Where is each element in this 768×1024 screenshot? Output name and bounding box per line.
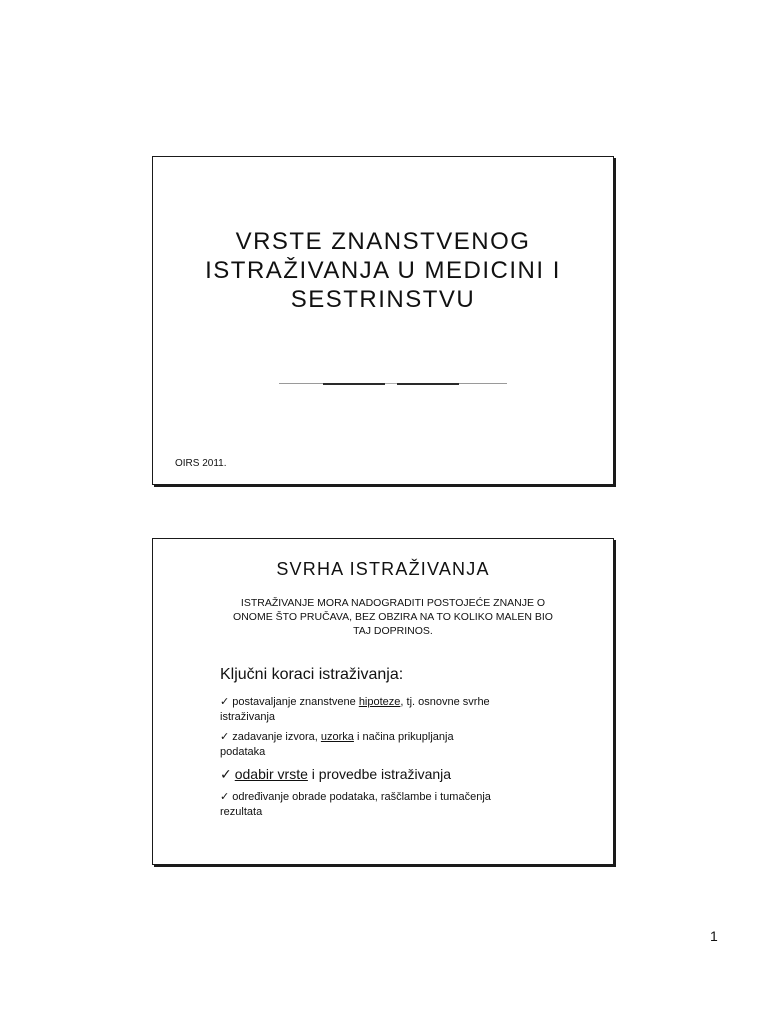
list-item [220, 695, 580, 725]
key-steps-heading: Ključni koraci istraživanja: [220, 666, 404, 683]
checkmark-icon: ✓ [220, 696, 230, 708]
page-number: 1 [710, 928, 718, 944]
step-text-continued: rezultata [220, 806, 263, 818]
slide-2-subtitle [213, 596, 573, 638]
checkmark-icon: ✓ [220, 731, 230, 743]
step-text: postavaljanje znanstvene [232, 696, 359, 708]
divider-segment [385, 383, 397, 384]
subtitle-line: ISTRAŽIVANJE MORA NADOGRADITI POSTOJEĆE ZNANJE O [240, 597, 546, 609]
step-underlined-term: odabir vrste [234, 766, 308, 782]
title-line: ISTRAŽIVANJA U MEDICINI I [205, 257, 561, 284]
list-item [220, 790, 580, 820]
step-text: zadavanje izvora, [232, 731, 321, 743]
subtitle-line: ONOME ŠTO PRUČAVA, BEZ OBZIRA NA TO KOLIKO MALEN BIO [233, 611, 553, 623]
step-text-continued: podataka [220, 746, 266, 758]
slide-1 [152, 156, 614, 485]
list-item [220, 730, 580, 760]
slide-2-title: SVRHA ISTRAŽIVANJA [276, 559, 490, 579]
slide-2 [152, 538, 614, 865]
step-text: , tj. osnovne svrhe [400, 696, 490, 708]
list-item [220, 765, 580, 783]
divider-segment [323, 383, 385, 385]
slide-1-title [173, 227, 593, 314]
divider-segment [397, 383, 459, 385]
checkmark-icon: ✓ [220, 791, 230, 803]
step-text-continued: istraživanja [220, 711, 276, 723]
step-text: određivanje obrade podataka, raščlambe i tumačenja [232, 791, 491, 803]
step-underlined-term: uzorka [320, 731, 354, 743]
checkmark-icon: ✓ [220, 766, 232, 782]
step-underlined-term: hipoteze [358, 696, 401, 708]
step-text: i načina prikupljanja [353, 731, 454, 743]
step-text: i provedbe istraživanja [307, 766, 452, 782]
title-line: SESTRINSTVU [290, 286, 476, 313]
divider-segment [459, 383, 507, 384]
divider-segment [279, 383, 323, 384]
key-steps-list [220, 695, 580, 825]
subtitle-line: TAJ DOPRINOS. [353, 625, 433, 637]
title-line: VRSTE ZNANSTVENOG [235, 228, 531, 255]
title-divider [279, 383, 507, 385]
slide-footer: OIRS 2011. [175, 458, 227, 469]
